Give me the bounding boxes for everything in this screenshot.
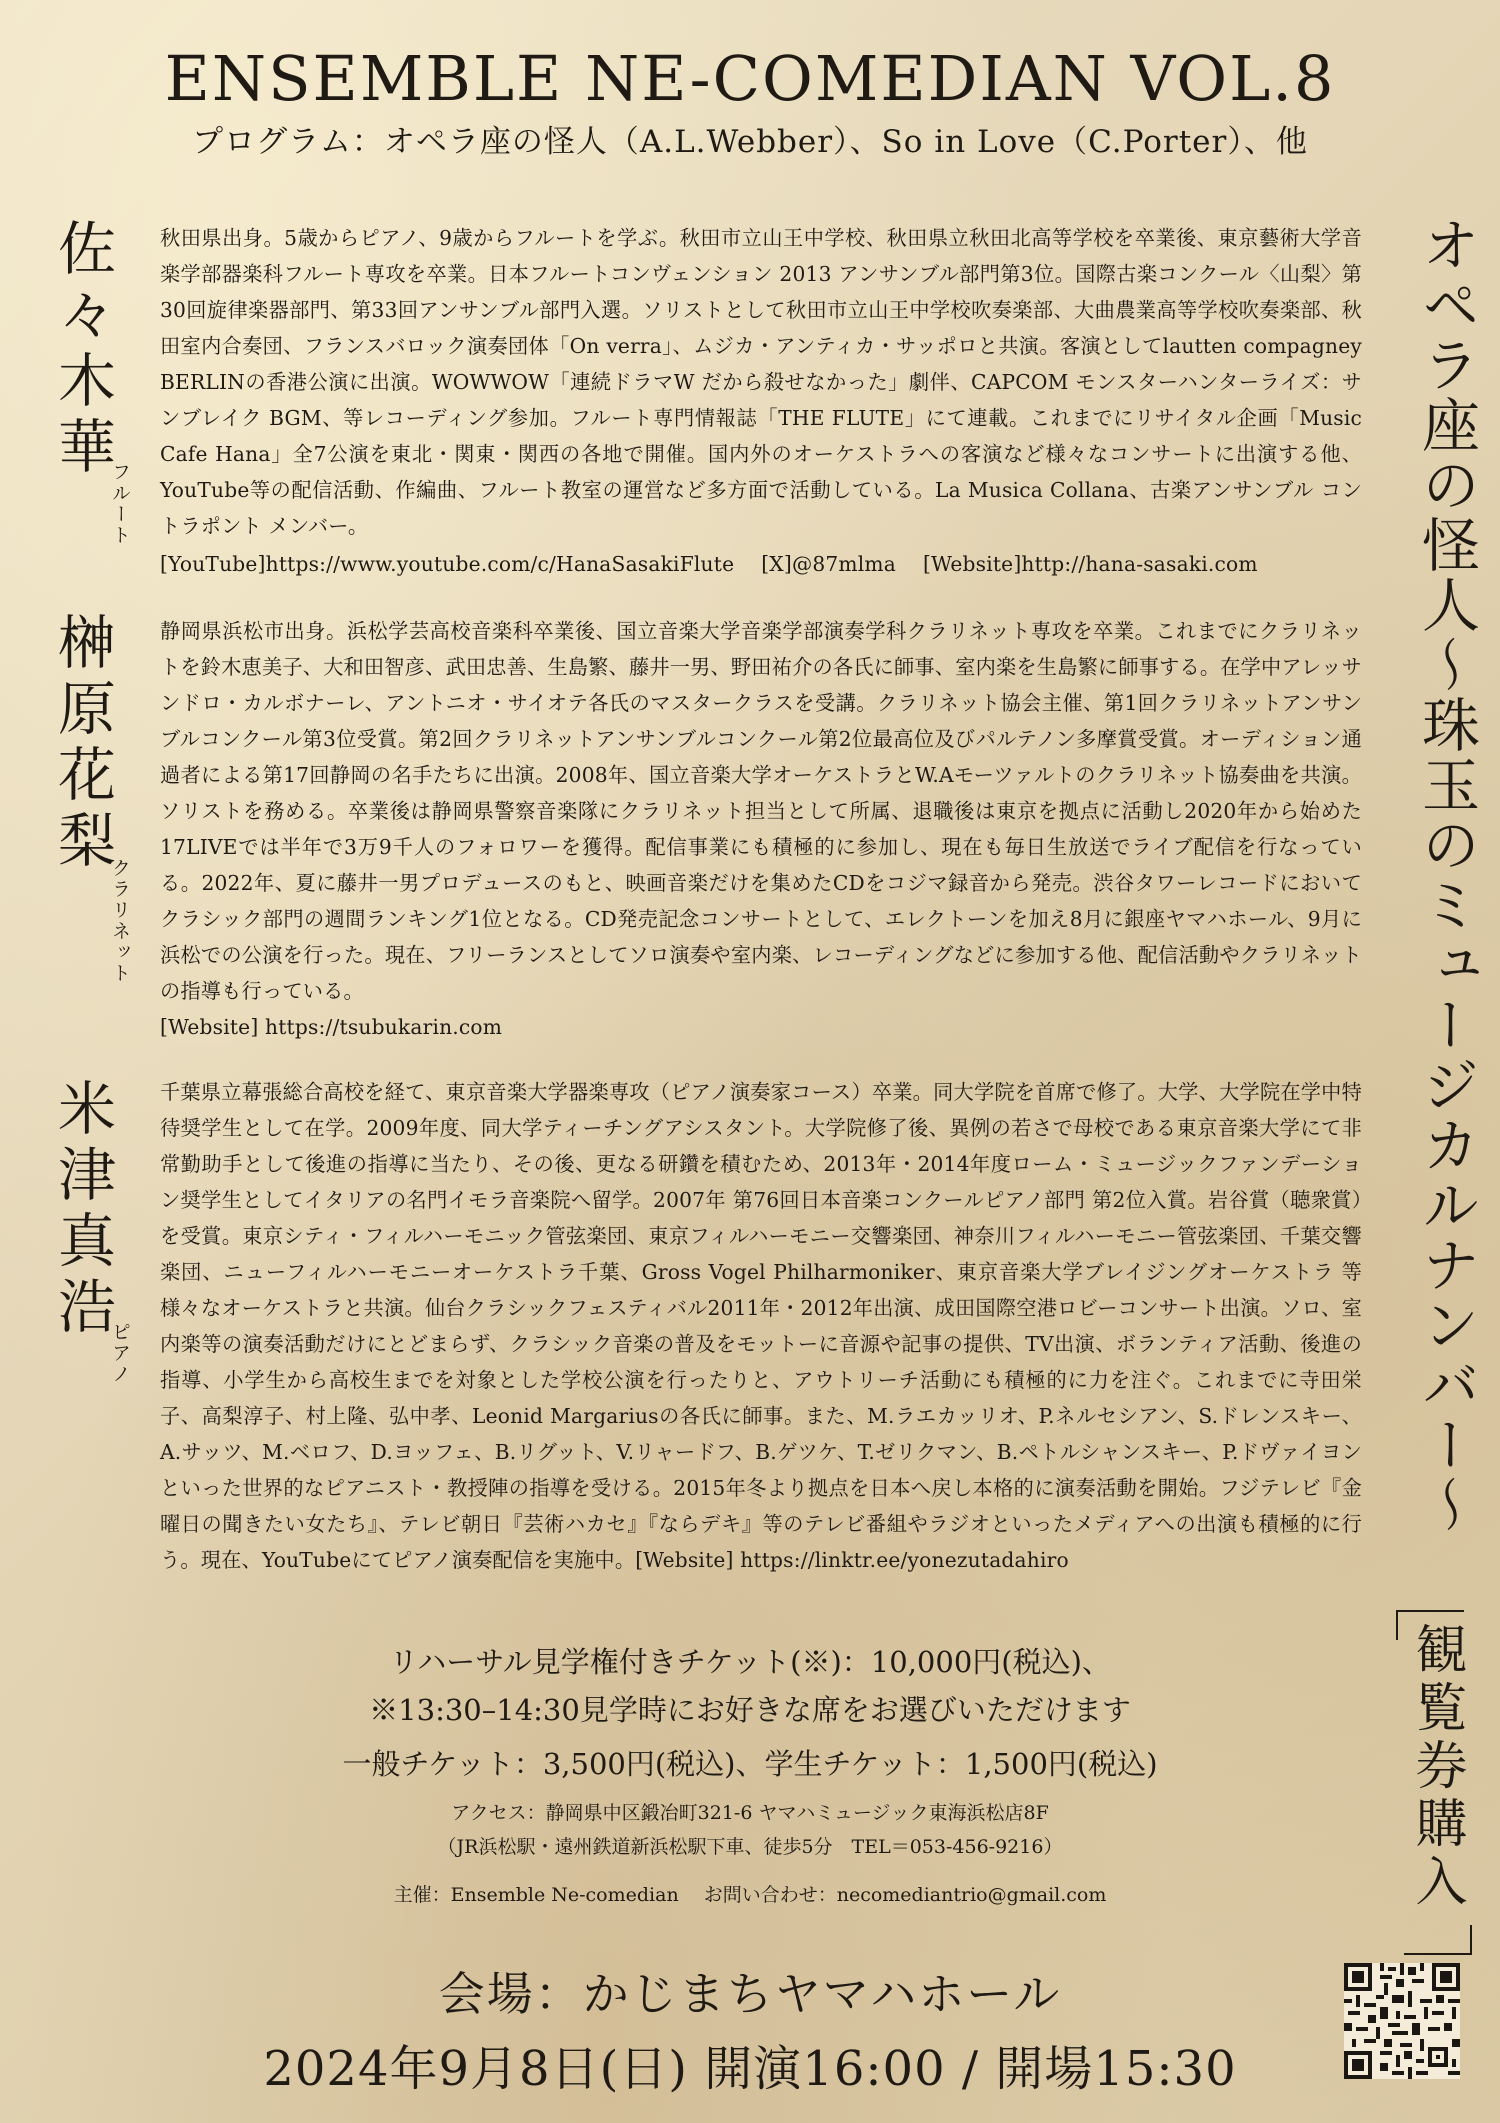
event-datetime: 2024年9月8日(日) 開演16:00 / 開場15:30: [263, 2041, 1237, 2097]
buy-ticket-box[interactable]: [1396, 1610, 1476, 1955]
performer-name-sasaki: 佐々木華: [48, 218, 116, 482]
bio-links[interactable]: [Website] https://tsubukarin.com: [160, 1015, 503, 1039]
bio-text: 静岡県浜松市出身。浜松学芸高校音楽科卒業後、国立音楽大学音楽学部演奏学科クラリネット専攻を卒業。これまでにクラリネットを鈴木恵美子、大和田智彦、武田忠善、生島繁、藤井一男、野田祐介の各氏に師事、室内楽を生島繁に師事する。在学中アレッサンドロ・カルボナーレ、アントニオ・サイオテ各氏のマスタークラスを受講。クラリネット協会主催、第1回クラリネットアンサンブルコンクール第3位受賞。第2回クラリネットアンサンブルコンクール第2位最高位及びパルテノン多摩賞受賞。オーディション通過者による第17回静岡の名手たちに出演。2008年、国立音楽大学オーケストラとW.Aモーツァルトのクラリネット協奏曲を共演。ソリストを務める。卒業後は静岡県警察音楽隊にクラリネット担当として所属、退職後は東京を拠点に活動し2020年から始めた17LIVEでは半年で3万9千人のフォロワーを獲得。配信事業にも積極的に参加し、現在も毎日生放送でライブ配信を行なっている。2022年、夏に藤井一男プロデュースのもと、映画音楽だけを集めたCDをコジマ録音から発売。渋谷タワーレコードにおいてクラシック部門の週間ランキング1位となる。CD発売記念コンサートとして、エレクトーンを加え8月に銀座ヤマハホール、9月に浜松での公演を行った。現在、フリーランスとしてソロ演奏や室内楽、レコーディングなどに参加する他、配信活動やクラリネットの指導も行っている。: [160, 619, 1362, 1003]
performer-instrument-piano: ピアノ: [109, 1322, 131, 1385]
performer-bio-yonezu: [160, 1074, 1362, 1578]
performer-name-sakakibara: 榊原花梨: [48, 612, 116, 876]
access-detail: （JR浜松駅・遠州鉄道新浜松駅下車、徒歩5分 TEL＝053-456-9216）: [437, 1836, 1063, 1858]
ticket-rehearsal: リハーサル見学権付きチケット(※)：10,000円(税込)、: [389, 1645, 1111, 1679]
access-address: アクセス：静岡県中区鍛冶町321-6 ヤマハミュージック東海浜松店8F: [451, 1802, 1049, 1824]
feature-title-vertical: オペラ座の怪人～珠玉のミュージカルナンバー～: [1412, 215, 1480, 1535]
performer-name-yonezu: 米津真浩: [48, 1078, 116, 1342]
performer-bio-sasaki: [160, 220, 1362, 582]
bio-text: 千葉県立幕張総合高校を経て、東京音楽大学器楽専攻（ピアノ演奏家コース）卒業。同大学院を首席で修了。大学、大学院在学中特待奨学生として在学。2009年度、同大学ティーチングアシスタント。大学院修了後、異例の若さで母校である東京音楽大学にて非常勤助手として後進の指導に当たり、その後、更なる研鑽を積むため、2013年・2014年度ローム・ミュージックファンデーション奨学生としてイタリアの名門イモラ音楽院へ留学。2007年 第76回日本音楽コンクールピアノ部門 第2位入賞。岩谷賞（聴衆賞）を受賞。東京シティ・フィルハーモニック管弦楽団、東京フィルハーモニー交響楽団、神奈川フィルハーモニー管弦楽団、千葉交響楽団、ニューフィルハーモニーオーケストラ千葉、Gross Vogel Philharmoniker、東京音楽大学ブレイジングオーケストラ 等様々なオーケストラと共演。仙台クラシックフェスティバル2011年・2012年出演、成田国際空港ロビーコンサート出演。ソロ、室内楽等の演奏活動だけにとどまらず、クラシック音楽の普及をモットーに音源や記事の提供、TV出演、ボランティア活動、後進の指導、小学生から高校生までを対象とした学校公演を行ったりと、アウトリーチ活動にも積極的に力を注ぐ。これまでに寺田栄子、高梨淳子、村上隆、弘中孝、Leonid Margariusの各氏に師事。また、M.ラエカッリオ、P.ネルセシアン、S.ドレンスキー、A.サッツ、M.ベロフ、D.ヨッフェ、B.リグット、V.リャードフ、B.ゲツケ、T.ゼリクマン、B.ペトルシャンスキー、P.ドヴァイヨンといった世界的なピアニスト・教授陣の指導を受ける。2015年冬より拠点を日本へ戻し本格的に演奏活動を開始。フジテレビ『金曜日の聞きたい女たち』、テレビ朝日『芸術ハカセ』『ならデキ』等のテレビ番組やラジオといったメディアへの出演も積極的に行う。現在、YouTubeにてピアノ演奏配信を実施中。[Website] https://linktr.ee/yonezutadahiro: [160, 1080, 1362, 1572]
ticket-rehearsal-note: ※13:30–14:30見学時にお好きな席をお選びいただけます: [369, 1693, 1131, 1727]
performer-instrument-flute: フルート: [109, 462, 131, 546]
program-line: プログラム：オペラ座の怪人（A.L.Webber）、So in Love（C.Porter）、他: [192, 124, 1308, 160]
organizer-contact[interactable]: 主催：Ensemble Ne-comedian お問い合わせ：necomediantrio@gmail.com: [393, 1884, 1107, 1906]
performer-instrument-clarinet: クラリネット: [109, 858, 131, 984]
venue: 会場：かじまちヤマハホール: [438, 1967, 1062, 2021]
bio-links[interactable]: [YouTube]https://www.youtube.com/c/HanaSasakiFlute [X]@87mlma [Website]http://hana-sasaki.com: [160, 552, 1258, 576]
bracket-bottom: [1404, 1925, 1472, 1955]
performer-bio-sakakibara: [160, 613, 1362, 1045]
ticket-general: 一般チケット：3,500円(税込)、学生チケット：1,500円(税込): [342, 1747, 1158, 1781]
concert-title: ENSEMBLE NE-COMEDIAN VOL.8: [164, 42, 1336, 115]
buy-ticket-label: 観覧券購入: [1406, 1622, 1466, 1912]
bio-text: 秋田県出身。5歳からピアノ、9歳からフルートを学ぶ。秋田市立山王中学校、秋田県立秋田北高等学校を卒業後、東京藝術大学音楽学部器楽科フルート専攻を卒業。日本フルートコンヴェンション 2013 アンサンブル部門第3位。国際古楽コンクール〈山梨〉第30回旋律楽器部門、第33回アンサンブル部門入選。ソリストとして秋田市立山王中学校吹奏楽部、大曲農業高等学校吹奏楽部、秋田室内合奏団、フランスバロック演奏団体「On verra」、ムジカ・アンティカ・サッポロと共演。客演としてlautten compagney BERLINの香港公演に出演。WOWWOW「連続ドラマW だから殺せなかった」劇伴、CAPCOM モンスターハンターライズ：サンブレイク BGM、等レコーディング参加。フルート専門情報誌「THE FLUTE」にて連載。これまでにリサイタル企画「Music Cafe Hana」全7公演を東北・関東・関西の各地で開催。国内外のオーケストラへの客演など様々なコンサートに出演する他、YouTube等の配信活動、作編曲、フルート教室の運営など多方面で活動している。La Musica Collana、古楽アンサンブル コントラポント メンバー。: [160, 226, 1362, 538]
